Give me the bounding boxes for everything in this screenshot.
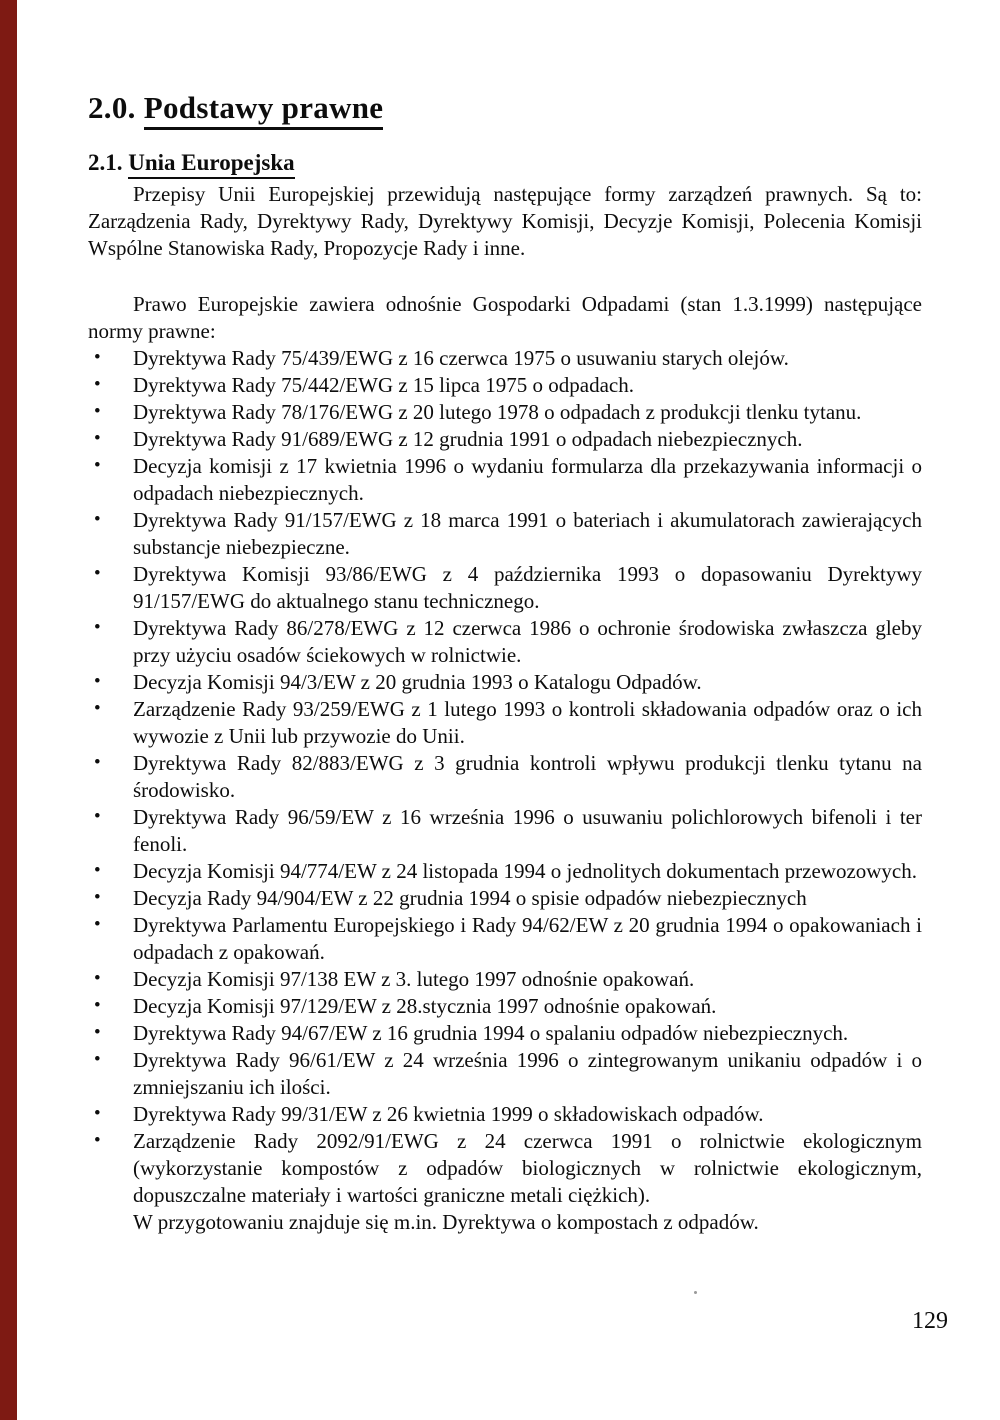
list-item-text: Decyzja Komisji 97/129/EW z 28.stycznia 1997 odnośnie opakowań. bbox=[133, 994, 717, 1018]
list-item bbox=[88, 696, 922, 750]
bullet-icon: • bbox=[94, 806, 101, 827]
list-item bbox=[88, 1020, 922, 1047]
list-item bbox=[88, 669, 922, 696]
list-item-text: Decyzja Komisji 94/774/EW z 24 listopada 1994 o jednolitych dokumentach przewozowych. bbox=[133, 859, 918, 883]
list-item-text: Decyzja komisji z 17 kwietnia 1996 o wydaniu formularza dla przekazywania informacji o odpadach niebezpiecznych. bbox=[133, 454, 922, 505]
list-item-text: Dyrektywa Rady 91/689/EWG z 12 grudnia 1991 o odpadach niebezpiecznych. bbox=[133, 427, 803, 451]
list-item bbox=[88, 561, 922, 615]
list-item-text: Dyrektywa Rady 96/61/EW z 24 września 1996 o zintegrowanym unikaniu odpadów i o zmniejszaniu ich ilości. bbox=[133, 1048, 922, 1099]
list-item bbox=[88, 453, 922, 507]
page-number: 129 bbox=[912, 1308, 948, 1334]
list-item-text: Dyrektywa Parlamentu Europejskiego i Rady 94/62/EW z 20 grudnia 1994 o opakowaniach i odpadach z opakowań. bbox=[133, 913, 922, 964]
list-item bbox=[88, 345, 922, 372]
section-heading-number: 2.1. bbox=[88, 150, 123, 175]
list-item-text: Decyzja Komisji 97/138 EW z 3. lutego 1997 odnośnie opakowań. bbox=[133, 967, 695, 991]
bullet-icon: • bbox=[94, 1049, 101, 1070]
section-heading-text: Unia Europejska bbox=[128, 150, 294, 179]
law-intro-paragraph: Prawo Europejskie zawiera odnośnie Gospodarki Odpadami (stan 1.3.1999) następujące normy prawne: bbox=[88, 292, 922, 343]
bullet-icon: • bbox=[94, 428, 101, 449]
bullet-icon: • bbox=[94, 887, 101, 908]
page-title-text: Podstawy prawne bbox=[144, 90, 384, 130]
list-item-text: Dyrektywa Rady 82/883/EWG z 3 grudnia kontroli wpływu produkcji tlenku tytanu na środowisko. bbox=[133, 751, 922, 802]
list-item-text: Zarządzenie Rady 2092/91/EWG z 24 czerwca 1991 o rolnictwie ekologicznym (wykorzystanie kompostów z odpadów biologicznych w rolnictwie ekologicznym, dopuszczalne materiały i wartości graniczne metali ciężkich). bbox=[133, 1129, 922, 1207]
bullet-icon: • bbox=[94, 563, 101, 584]
list-item bbox=[88, 372, 922, 399]
bullet-icon: • bbox=[94, 455, 101, 476]
bullet-icon: • bbox=[94, 374, 101, 395]
list-item-text: Dyrektywa Rady 75/442/EWG z 15 lipca 1975 o odpadach. bbox=[133, 373, 634, 397]
bullet-icon: • bbox=[94, 752, 101, 773]
list-item-text: Dyrektywa Komisji 93/86/EWG z 4 października 1993 o dopasowaniu Dyrektywy 91/157/EWG do aktualnego stanu technicznego. bbox=[133, 562, 922, 613]
bullet-icon: • bbox=[94, 617, 101, 638]
list-item bbox=[88, 750, 922, 804]
bullet-icon: • bbox=[94, 671, 101, 692]
bullet-icon: • bbox=[94, 860, 101, 881]
bullet-icon: • bbox=[94, 401, 101, 422]
list-item-text: Dyrektywa Rady 94/67/EW z 16 grudnia 1994 o spalaniu odpadów niebezpiecznych. bbox=[133, 1021, 849, 1045]
list-item bbox=[88, 885, 922, 912]
intro-paragraph: Przepisy Unii Europejskiej przewidują następujące formy zarządzeń prawnych. Są to: Zarządzenia Rady, Dyrektywy Rady, Dyrektywy Komisji, Decyzje Komisji, Polecenia Komisji Wspólne Stanowiska Rady, Propozycje Rady i inne. bbox=[88, 182, 922, 260]
list-item bbox=[88, 993, 922, 1020]
bullet-icon: • bbox=[94, 1103, 101, 1124]
legal-acts-list bbox=[88, 345, 922, 1209]
bullet-icon: • bbox=[94, 698, 101, 719]
list-item-text: Dyrektywa Rady 78/176/EWG z 20 lutego 1978 o odpadach z produkcji tlenku tytanu. bbox=[133, 400, 862, 424]
bullet-icon: • bbox=[94, 347, 101, 368]
bullet-icon: • bbox=[94, 1130, 101, 1151]
page-content bbox=[88, 90, 922, 1236]
left-binding-edge-bar bbox=[0, 0, 17, 1420]
bullet-icon: • bbox=[94, 914, 101, 935]
list-item-text: Dyrektywa Rady 99/31/EW z 26 kwietnia 1999 o składowiskach odpadów. bbox=[133, 1102, 764, 1126]
bullet-icon: • bbox=[94, 995, 101, 1016]
list-item-text: Decyzja Komisji 94/3/EW z 20 grudnia 1993 o Katalogu Odpadów. bbox=[133, 670, 702, 694]
bullet-icon: • bbox=[94, 509, 101, 530]
list-item-text: Decyzja Rady 94/904/EW z 22 grudnia 1994 o spisie odpadów niebezpiecznych bbox=[133, 886, 807, 910]
list-item-text: Dyrektywa Rady 96/59/EW z 16 września 1996 o usuwaniu polichlorowych bifenoli i ter fenoli. bbox=[133, 805, 922, 856]
list-item bbox=[88, 507, 922, 561]
page-title-number: 2.0. bbox=[88, 90, 136, 125]
list-item-text: Zarządzenie Rady 93/259/EWG z 1 lutego 1993 o kontroli składowania odpadów oraz o ich wywozie z Unii lub przywozie do Unii. bbox=[133, 697, 922, 748]
bullet-icon: • bbox=[94, 1022, 101, 1043]
list-item-text: Dyrektywa Rady 86/278/EWG z 12 czerwca 1986 o ochronie środowiska zwłaszcza gleby przy użyciu osadów ściekowych w rolnictwie. bbox=[133, 616, 922, 667]
section-heading bbox=[88, 150, 922, 176]
page-title bbox=[88, 90, 922, 126]
list-item-text: Dyrektywa Rady 75/439/EWG z 16 czerwca 1975 o usuwaniu starych olejów. bbox=[133, 346, 789, 370]
bullet-icon: • bbox=[94, 968, 101, 989]
closing-note: W przygotowaniu znajduje się m.in. Dyrektywa o kompostach z odpadów. bbox=[133, 1210, 759, 1234]
list-item bbox=[88, 426, 922, 453]
list-item bbox=[88, 1101, 922, 1128]
scan-speck-artifact bbox=[694, 1291, 697, 1294]
list-item-text: Dyrektywa Rady 91/157/EWG z 18 marca 1991 o bateriach i akumulatorach zawierających substancje niebezpieczne. bbox=[133, 508, 922, 559]
list-item bbox=[88, 804, 922, 858]
list-item bbox=[88, 912, 922, 966]
list-item bbox=[88, 1047, 922, 1101]
list-item bbox=[88, 966, 922, 993]
list-item bbox=[88, 399, 922, 426]
list-item bbox=[88, 858, 922, 885]
list-item bbox=[88, 615, 922, 669]
list-item bbox=[88, 1128, 922, 1209]
